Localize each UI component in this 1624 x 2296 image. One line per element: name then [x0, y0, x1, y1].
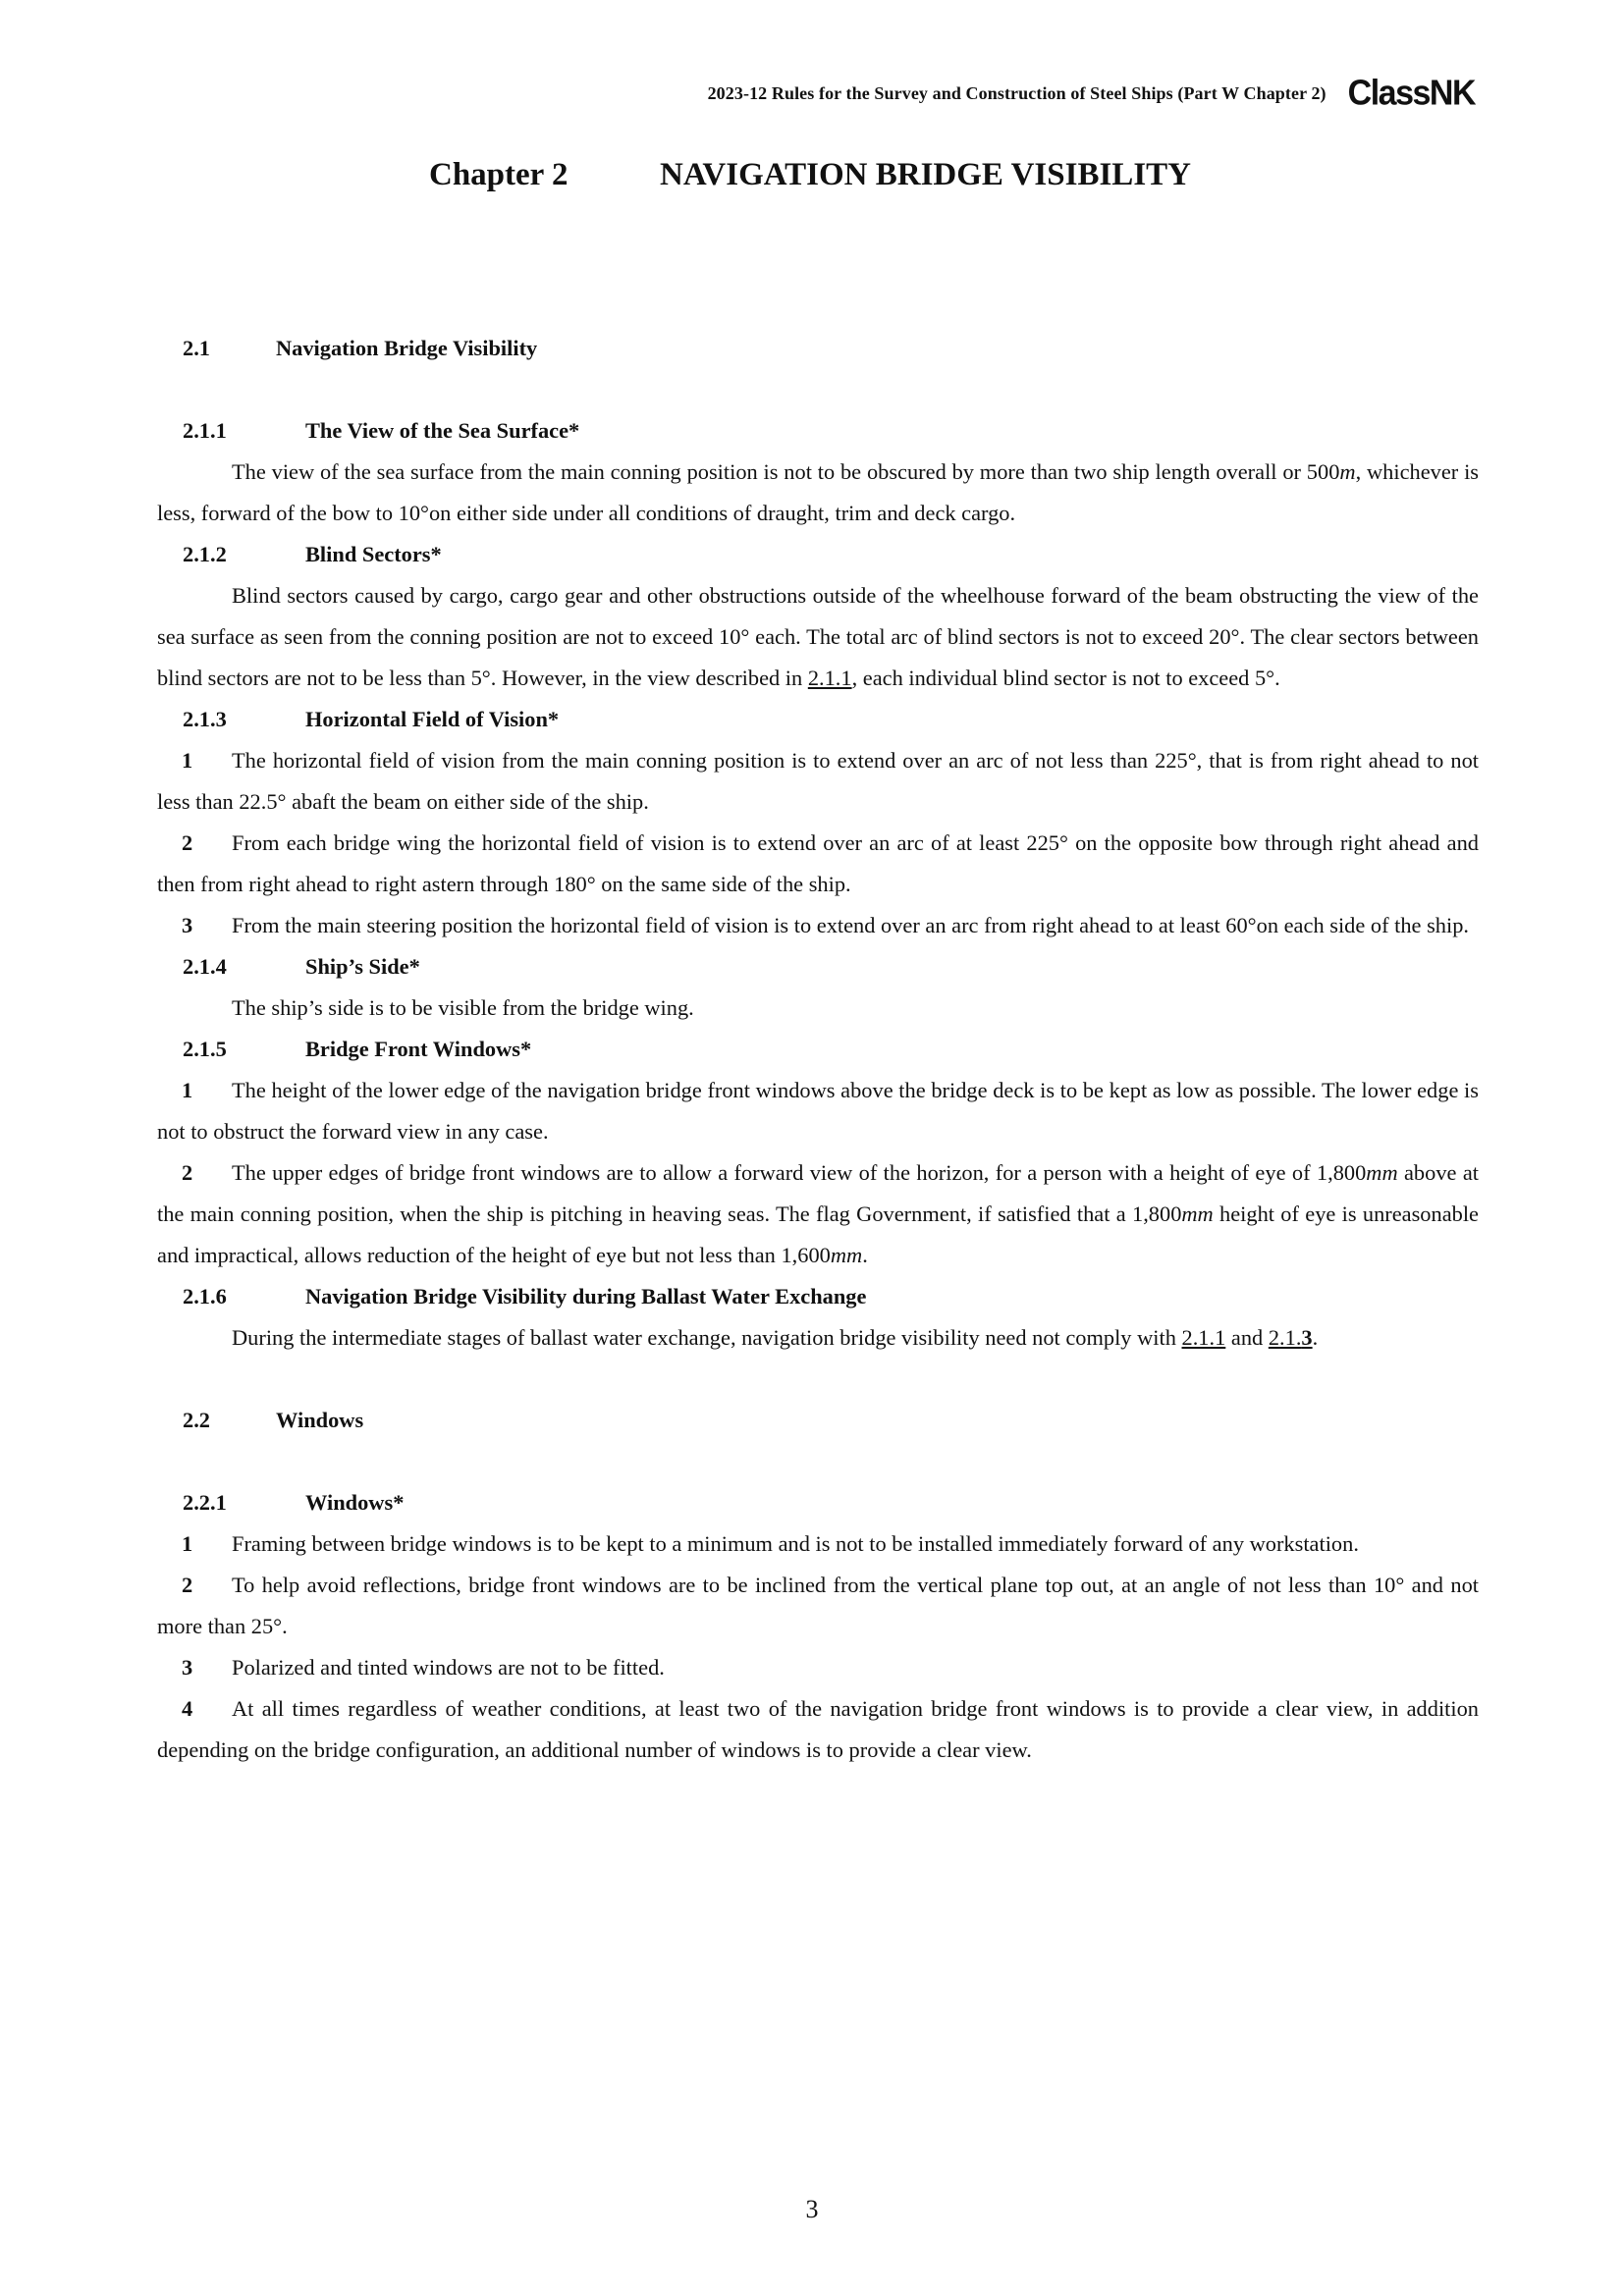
running-title: 2023-12 Rules for the Survey and Construction of Steel Ships (Part W Chapter 2)	[707, 82, 1326, 103]
numbered-paragraph: 1 The horizontal field of vision from the main conning position is to extend over an arc of not less than 225°, that is from right ahead to not less than 22.5° abaft the beam on either side of the ship.	[157, 740, 1479, 823]
paragraph: During the intermediate stages of ballast water exchange, navigation bridge visibility need not comply with 2.1.1 and 2.1.3.	[232, 1325, 1319, 1350]
subsection-number: 2.2.1	[183, 1490, 227, 1515]
numbered-paragraph: 2 From each bridge wing the horizontal field of vision is to extend over an arc of at least 225° on the opposite bow through right ahead and then from right ahead to right astern through 180° on the same side of the ship.	[157, 823, 1479, 905]
subsection-title: Horizontal Field of Vision*	[305, 707, 560, 731]
paragraph-number: 1	[182, 1531, 193, 1556]
page-number: 3	[805, 2195, 819, 2223]
paragraph-number: 2	[182, 1573, 193, 1597]
section-number: 2.2	[183, 1408, 210, 1432]
numbered-paragraph: 4 At all times regardless of weather conditions, at least two of the navigation bridge front windows is to provide a clear view, in addition depending on the bridge configuration, an additional number of windows is to provide a clear view.	[157, 1688, 1479, 1771]
subsection-2-1-3-heading	[183, 699, 1479, 740]
document-body	[157, 328, 1479, 1771]
subsection-2-2-1-heading	[183, 1482, 1479, 1523]
section-title: Navigation Bridge Visibility	[276, 336, 538, 360]
section-title: Windows	[276, 1408, 364, 1432]
paragraph: Blind sectors caused by cargo, cargo gear and other obstructions outside of the wheelhouse forward of the beam obstructing the view of the sea surface as seen from the conning position are not to exceed 10° each. The total arc of blind sectors is not to exceed 20°. The clear sectors between blind sectors are not to be less than 5°. However, in the view described in 2.1.1, each individual blind sector is not to exceed 5°.	[157, 583, 1479, 690]
paragraph: The view of the sea surface from the main conning position is not to be obscured by more than two ship length overall or 500m, whichever is less, forward of the bow to 10°on either side under all conditions of draught, trim and deck cargo.	[157, 459, 1480, 525]
numbered-paragraph: 3 From the main steering position the horizontal field of vision is to extend over an arc from right ahead to at least 60°on each side of the ship.	[157, 905, 1479, 946]
subsection-number: 2.1.5	[183, 1037, 227, 1061]
paragraph-number: 4	[182, 1696, 193, 1721]
paragraph: The ship’s side is to be visible from the bridge wing.	[232, 995, 694, 1020]
subsection-number: 2.1.3	[183, 707, 227, 731]
subsection-title: Windows*	[305, 1490, 405, 1515]
cross-reference-link[interactable]: 2.1.1	[1181, 1325, 1226, 1350]
subsection-title: The View of the Sea Surface*	[305, 418, 580, 443]
subsection-title: Navigation Bridge Visibility during Ballast Water Exchange	[305, 1284, 867, 1308]
cross-reference-link[interactable]: 2.1.3	[1268, 1325, 1313, 1350]
numbered-paragraph: 1 The height of the lower edge of the navigation bridge front windows above the bridge deck is to be kept as low as possible. The lower edge is not to obstruct the forward view in any case.	[157, 1070, 1479, 1152]
paragraph-number: 1	[182, 748, 193, 773]
subsection-2-1-6-heading	[183, 1276, 1479, 1317]
subsection-number: 2.1.1	[183, 418, 227, 443]
subsection-title: Blind Sectors*	[305, 542, 442, 566]
paragraph-number: 3	[182, 1655, 193, 1680]
subsection-2-1-1-heading	[183, 410, 1479, 452]
subsection-title: Bridge Front Windows*	[305, 1037, 532, 1061]
paragraph-number: 2	[182, 1160, 193, 1185]
subsection-number: 2.1.4	[183, 954, 227, 979]
paragraph-number: 1	[182, 1078, 193, 1102]
section-2-1-heading	[183, 328, 1479, 369]
subsection-title: Ship’s Side*	[305, 954, 420, 979]
subsection-2-1-5-heading	[183, 1029, 1479, 1070]
subsection-2-1-2-heading	[183, 534, 1479, 575]
running-header	[707, 74, 1475, 113]
cross-reference-link[interactable]: 2.1.1	[807, 666, 852, 690]
paragraph-number: 3	[182, 913, 193, 937]
numbered-paragraph: 2 To help avoid reflections, bridge front windows are to be inclined from the vertical plane top out, at an angle of not less than 10° and not more than 25°.	[157, 1565, 1479, 1647]
section-2-2-heading	[183, 1400, 1479, 1441]
subsection-number: 2.1.2	[183, 542, 227, 566]
numbered-paragraph: 1 Framing between bridge windows is to be kept to a minimum and is not to be installed immediately forward of any workstation.	[157, 1523, 1479, 1565]
numbered-paragraph: 3 Polarized and tinted windows are not to be fitted.	[157, 1647, 1479, 1688]
numbered-paragraph: 2 The upper edges of bridge front windows are to allow a forward view of the horizon, for a person with a height of eye of 1,800mm above at the main conning position, when the ship is pitching in heaving seas. The flag Government, if satisfied that a 1,800mm height of eye is unreasonable and impractical, allows reduction of the height of eye but not less than 1,600mm.	[157, 1152, 1479, 1276]
paragraph-number: 2	[182, 830, 193, 855]
subsection-number: 2.1.6	[183, 1284, 227, 1308]
section-number: 2.1	[183, 336, 210, 360]
subsection-2-1-4-heading	[183, 946, 1479, 988]
chapter-title: NAVIGATION BRIDGE VISIBILITY	[660, 157, 1192, 192]
classnk-logo: ClassNK	[1347, 74, 1475, 113]
chapter-number: Chapter 2	[429, 157, 568, 192]
